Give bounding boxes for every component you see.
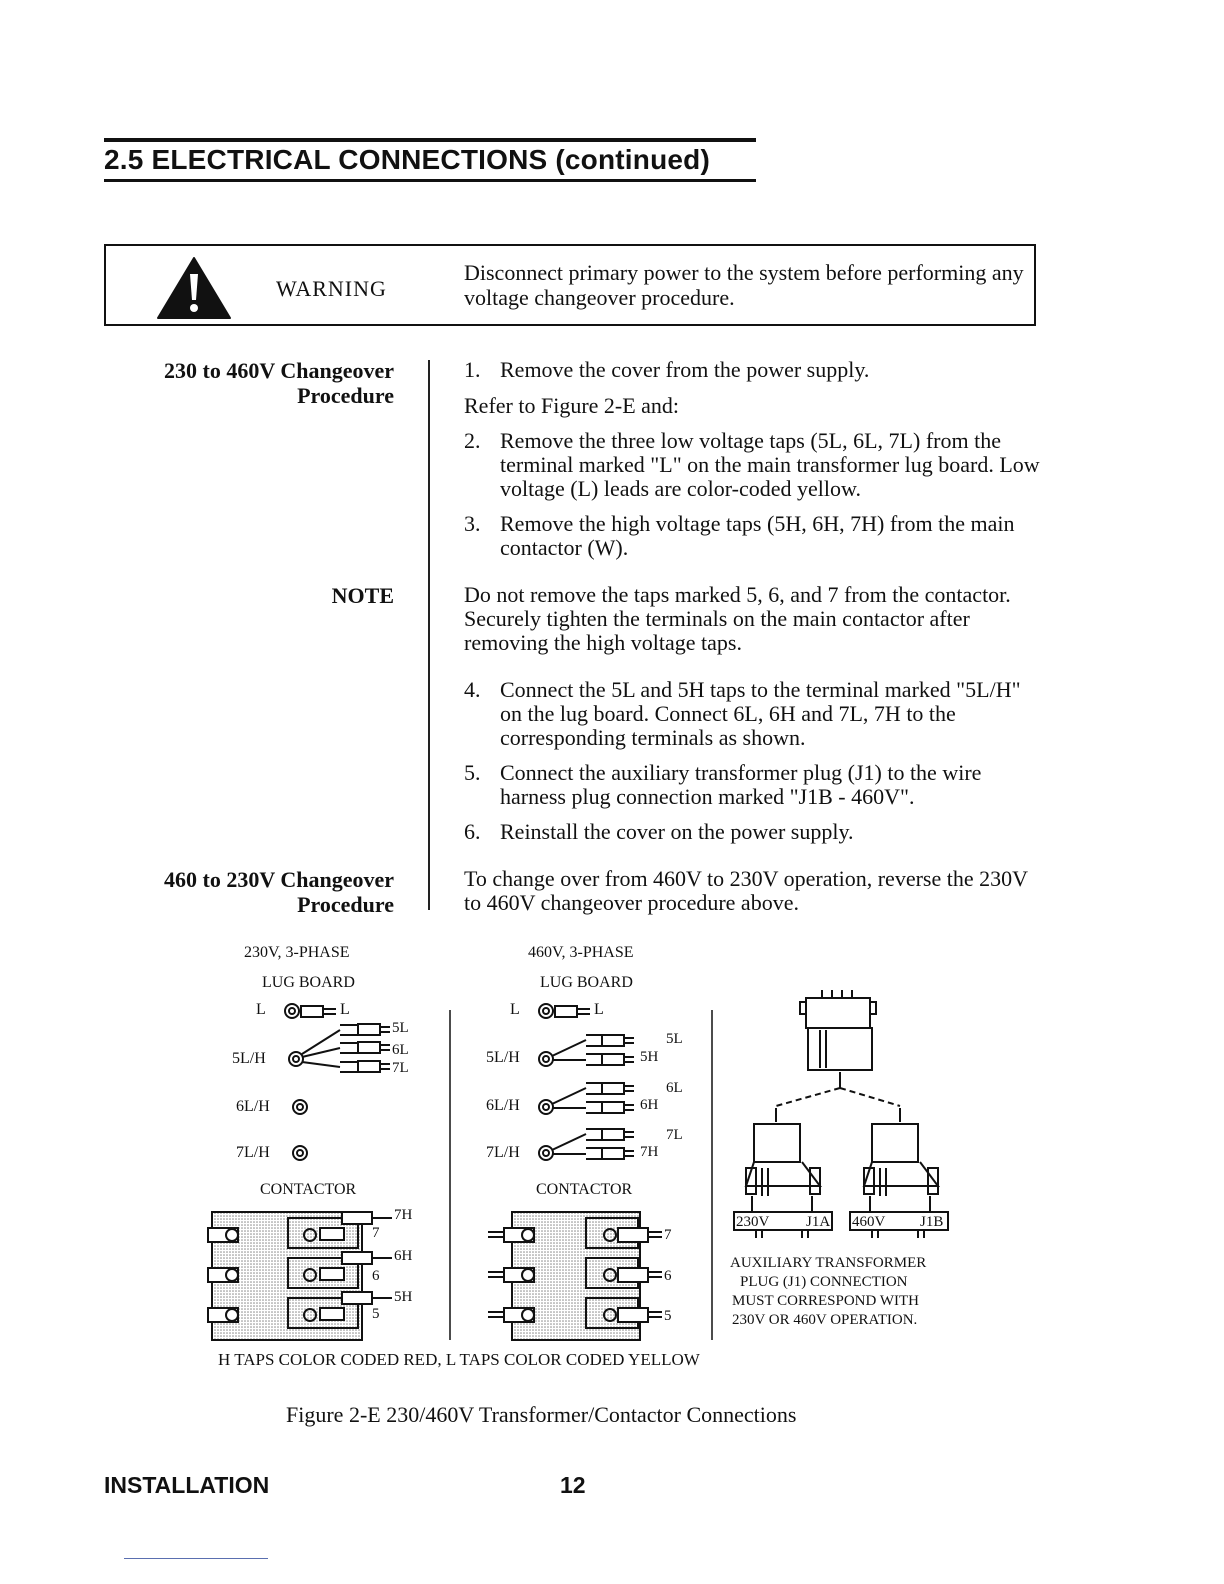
warning-box xyxy=(104,244,1036,326)
taps-color-note: H TAPS COLOR CODED RED, L TAPS COLOR CODED YELLOW xyxy=(218,1350,700,1369)
warning-triangle-icon xyxy=(156,256,232,320)
warning-text: Disconnect primary power to the system before performing any voltage changeover procedure. xyxy=(464,260,1024,310)
left-contactor xyxy=(208,1212,392,1340)
middle-contactor xyxy=(488,1212,662,1340)
left-contactor-label: CONTACTOR xyxy=(260,1181,357,1198)
middle-tap-5h: 5H xyxy=(640,1049,659,1065)
left-term-l: L xyxy=(256,1001,266,1018)
heading-rule-top xyxy=(104,138,756,142)
step-1-number: 1. xyxy=(464,357,481,382)
middle-term-l-tap: L xyxy=(594,1001,604,1018)
middle-contactor-5: 5 xyxy=(664,1308,672,1324)
step-4-text: Connect the 5L and 5H taps to the terminal marked "5L/H" on the lug board. Connect 6L, 6H and 7L, 7H to the corresponding terminals as shown. xyxy=(500,677,1021,750)
middle-term-5lh: 5L/H xyxy=(486,1049,520,1066)
middle-term-l: L xyxy=(510,1001,520,1018)
aux-note-line-2: PLUG (J1) CONNECTION xyxy=(740,1274,908,1290)
step-6-number: 6. xyxy=(464,819,481,844)
step-3-text: Remove the high voltage taps (5H, 6H, 7H) from the main contactor (W). xyxy=(500,511,1015,560)
step-5-number: 5. xyxy=(464,760,481,785)
middle-tap-5l: 5L xyxy=(666,1031,683,1047)
section-heading: 2.5 ELECTRICAL CONNECTIONS (continued) xyxy=(104,144,710,175)
left-term-5lh: 5L/H xyxy=(232,1050,266,1067)
refer-text: Refer to Figure 2-E and: xyxy=(464,393,680,418)
aux-note-line-3: MUST CORRESPOND WITH xyxy=(732,1293,919,1309)
middle-tap-6l: 6L xyxy=(666,1080,683,1096)
left-term-7lh: 7L/H xyxy=(236,1144,270,1161)
left-term-6lh: 6L/H xyxy=(236,1098,270,1115)
side-label-460-to-230 xyxy=(164,867,394,917)
side-label-230-to-460 xyxy=(164,358,394,408)
middle-contactor-7: 7 xyxy=(664,1227,672,1243)
side-label-230-to-460-line2: Procedure xyxy=(297,383,394,408)
left-tap-7l: 7L xyxy=(392,1060,409,1076)
column-divider xyxy=(428,360,430,910)
step-4-number: 4. xyxy=(464,677,481,702)
middle-title-1: 460V, 3-PHASE xyxy=(528,944,634,961)
side-label-note: NOTE xyxy=(331,583,394,608)
aux-note-line-1: AUXILIARY TRANSFORMER xyxy=(730,1255,927,1271)
footer-rule xyxy=(124,1558,268,1559)
aux-plug-diagram xyxy=(734,990,948,1238)
footer-page-number: 12 xyxy=(560,1472,586,1498)
footer-section-name: INSTALLATION xyxy=(104,1472,270,1498)
left-contactor-7: 7 xyxy=(372,1225,380,1241)
side-label-460-to-230-line1: 460 to 230V Changeover xyxy=(164,867,394,892)
left-term-l-tap: L xyxy=(340,1001,350,1018)
left-contactor-5: 5 xyxy=(372,1306,380,1322)
step-2-text: Remove the three low voltage taps (5L, 6L, 7L) from the terminal marked "L" on the main transformer lug board. Low voltage (L) leads are color-coded yellow. xyxy=(500,428,1040,501)
middle-title-2: LUG BOARD xyxy=(540,974,633,991)
heading-rule-bottom xyxy=(104,179,756,182)
left-tap-5l: 5L xyxy=(392,1020,409,1036)
left-tap-6l: 6L xyxy=(392,1042,409,1058)
middle-lug-terminals xyxy=(539,1004,634,1160)
step-2-number: 2. xyxy=(464,428,481,453)
step-1-text: Remove the cover from the power supply. xyxy=(500,357,870,382)
middle-tap-7l: 7L xyxy=(666,1127,683,1143)
step-5-text: Connect the auxiliary transformer plug (J1) to the wire harness plug connection marked "J1B - 460V". xyxy=(500,760,982,809)
aux-note-line-4: 230V OR 460V OPERATION. xyxy=(732,1312,918,1328)
left-contactor-6: 6 xyxy=(372,1268,380,1284)
middle-tap-6h: 6H xyxy=(640,1097,659,1113)
middle-term-6lh: 6L/H xyxy=(486,1097,520,1114)
middle-contactor-label: CONTACTOR xyxy=(536,1181,633,1198)
note-text: Do not remove the taps marked 5, 6, and 7 from the contactor. Securely tighten the terminals on the main contactor after removing the high voltage taps. xyxy=(464,582,1011,655)
reverse-procedure-text: To change over from 460V to 230V operation, reverse the 230V to 460V changeover procedure above. xyxy=(464,866,1028,915)
middle-contactor-6: 6 xyxy=(664,1268,672,1284)
left-lug-terminals xyxy=(285,1004,390,1160)
step-6-text: Reinstall the cover on the power supply. xyxy=(500,819,854,844)
plug-j1b-label: J1B xyxy=(920,1214,944,1230)
step-3-number: 3. xyxy=(464,511,481,536)
side-label-460-to-230-line2: Procedure xyxy=(297,892,394,917)
plug-460v-label: 460V xyxy=(852,1214,886,1230)
figure-caption: Figure 2-E 230/460V Transformer/Contactor Connections xyxy=(286,1402,797,1427)
plug-230v-label: 230V xyxy=(736,1214,770,1230)
side-label-230-to-460-line1: 230 to 460V Changeover xyxy=(164,358,394,383)
left-contactor-5h: 5H xyxy=(394,1289,413,1305)
wiring-diagram xyxy=(190,990,970,1350)
left-title-2: LUG BOARD xyxy=(262,974,355,991)
left-contactor-6h: 6H xyxy=(394,1248,413,1264)
middle-tap-7h: 7H xyxy=(640,1144,659,1160)
plug-j1a-label: J1A xyxy=(806,1214,831,1230)
warning-label: WARNING xyxy=(276,276,387,301)
middle-term-7lh: 7L/H xyxy=(486,1144,520,1161)
left-contactor-7h: 7H xyxy=(394,1207,413,1223)
left-title-1: 230V, 3-PHASE xyxy=(244,944,350,961)
